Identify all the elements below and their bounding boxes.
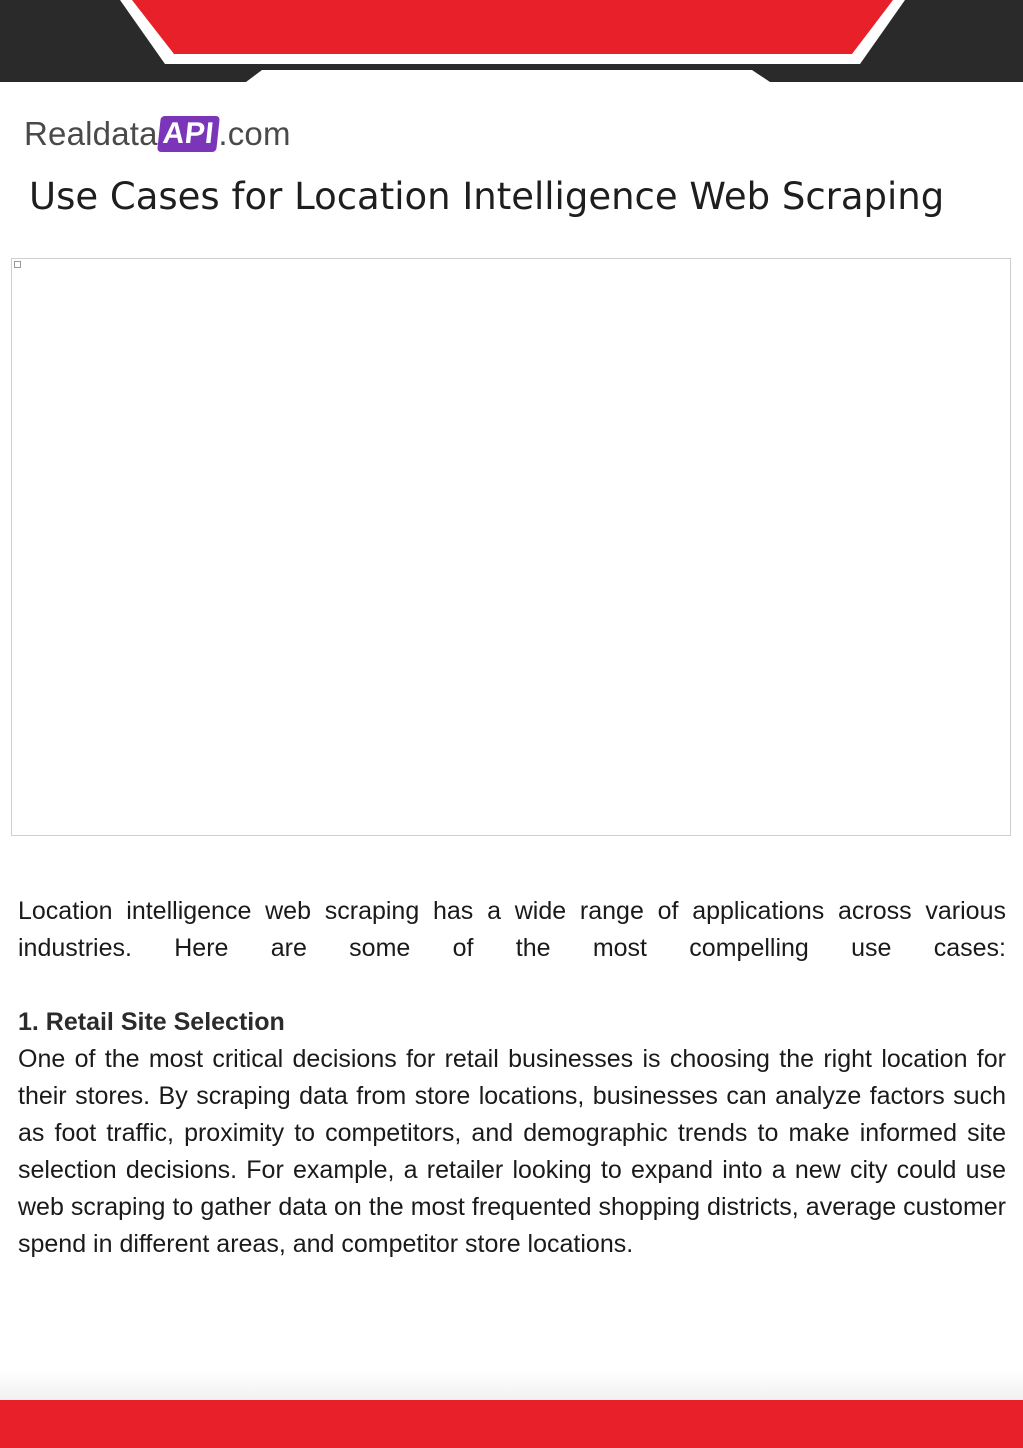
section-heading: 1. Retail Site Selection: [18, 1008, 285, 1036]
logo-text-realdata: Realdata: [24, 115, 158, 152]
header-red-band: [132, 0, 893, 54]
logo-text-domain: .com: [218, 115, 291, 152]
footer-shadow: [0, 1370, 1023, 1400]
header-banner: [0, 0, 1023, 84]
image-placeholder: [11, 258, 1011, 836]
intro-paragraph: Location intelligence web scraping has a wide range of applications across various industries. Here are some of the most compelling use cases:: [18, 897, 1006, 962]
company-logo: [24, 112, 291, 156]
footer-banner: [0, 1400, 1023, 1448]
logo-api-badge: API: [157, 116, 219, 152]
section-body: One of the most critical decisions for retail businesses is choosing the right location for their stores. By scraping data from store locations, businesses can analyze factors such as foot traffic, proximity to competitors, and demographic trends to make informed site selection decisions. For example, a retailer looking to expand into a new city could use web scraping to gather data on the most frequented shopping districts, average customer spend in different areas, and competitor store locations.: [18, 1045, 1006, 1258]
broken-image-icon: [14, 261, 21, 268]
page-title: Use Cases for Location Intelligence Web Scraping: [29, 175, 945, 218]
